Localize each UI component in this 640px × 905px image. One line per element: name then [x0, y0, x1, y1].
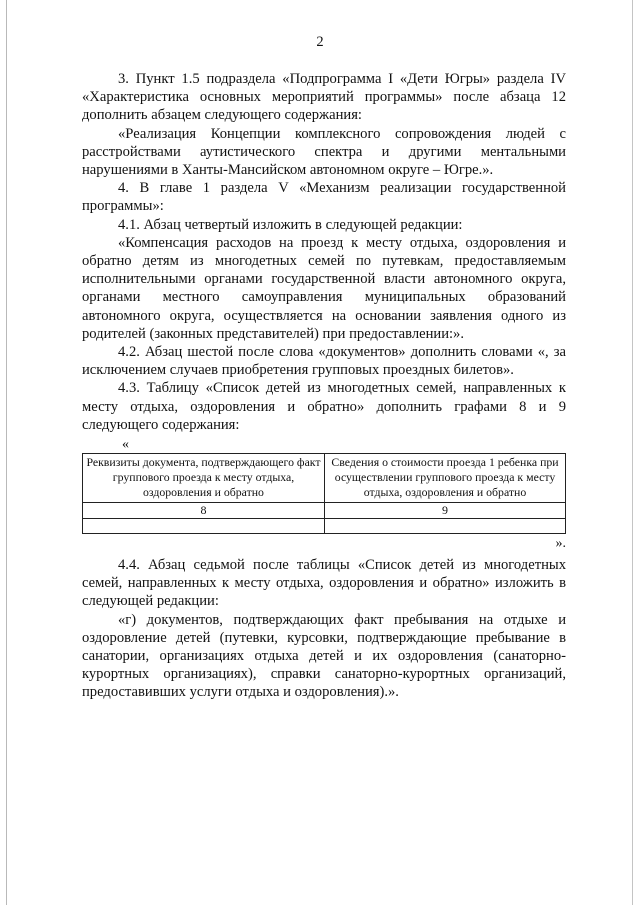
table-header-row: [83, 454, 566, 503]
paragraph-4-2: 4.2. Абзац шестой после слова «документов» дополнить словами «, за исключением случаев приобретения групповых проездных билетов».: [82, 344, 566, 379]
paragraph-4-4-quote: «г) документов, подтверждающих факт пребывания на отдыхе и оздоровление детей (путевки, курсовки, подтверждающие пребывание в санатории, организациях отдыха детей и их оздоровления (санаторно-курортных организациях), справки санаторно-курортных организаций, предоставивших услуги отдыха и оздоровления).».: [82, 611, 566, 701]
empty-cell: [83, 519, 325, 534]
header-document-details: Реквизиты документа, подтверждающего факт группового проезда к месту отдыха, оздоровления и обратно: [83, 454, 325, 503]
paragraph-4-1: 4.1. Абзац четвертый изложить в следующей редакции:: [118, 216, 463, 233]
paragraph-3: 3. Пункт 1.5 подраздела «Подпрограмма I «Дети Югры» раздела IV «Характеристика основных мероприятий программы» после абзаца 12 дополнить абзацем следующего содержания:: [82, 71, 566, 124]
column-number-9: 9: [325, 503, 566, 519]
column-number-8: 8: [83, 503, 325, 519]
paragraph-4: 4. В главе 1 раздела V «Механизм реализации государственной программы»:: [82, 180, 566, 215]
table-closing-quote: ».: [555, 536, 566, 552]
paragraph-3-quote: «Реализация Концепции комплексного сопровождения людей с расстройствами аутистического спектра и другими ментальными нарушениями в Ханты-Мансийском автономном округе – Югре.».: [82, 125, 566, 179]
table-opening-quote: «: [122, 437, 129, 453]
scan-right-edge: [632, 0, 633, 905]
table-empty-row: [83, 519, 566, 534]
document-body: [82, 70, 566, 702]
paragraph-4-4: 4.4. Абзац седьмой после таблицы «Список детей из многодетных семей, направленных к месту отдыха, оздоровления и обратно» изложить в следующей редакции:: [82, 557, 566, 610]
empty-cell: [325, 519, 566, 534]
header-travel-cost: Сведения о стоимости проезда 1 ребенка при осуществлении группового проезда к месту отдыха, оздоровления и обратно: [325, 454, 566, 503]
paragraph-4-3: 4.3. Таблицу «Список детей из многодетных семей, направленных к месту отдыха, оздоровления и обратно» дополнить графами 8 и 9 следующего содержания:: [82, 380, 566, 433]
scan-left-edge: [6, 0, 7, 905]
paragraph-4-1-quote: «Компенсация расходов на проезд к месту отдыха, оздоровления и обратно детям из многодетных семей по путевкам, предоставляемым исполнительными органами государственной власти автономного округа, органами местного самоуправления муниципальных образований автономного округа, осуществляется на основании заявления одного из родителей (законных представителей) при предоставлении:».: [82, 234, 566, 342]
table-number-row: [83, 503, 566, 519]
page-number: 2: [316, 34, 324, 50]
columns-table: [82, 453, 566, 534]
